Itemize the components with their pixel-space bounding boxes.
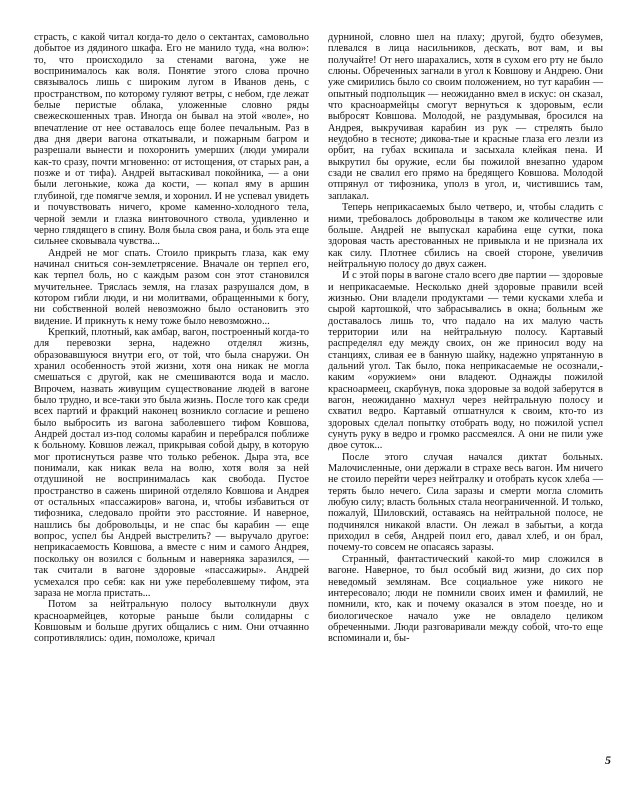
paragraph: Странный, фантастический какой-то мир сложился в вагоне. Наверное, то был особый вид жизни, до сих пор неведомый землянам. Все социальное уже никого не интересовало; люди не помнили своих имен и фамилий, не помнили, кто, как и почему оказался в этом поезде, но и биологическое начало уже не овладело целиком обреченными. Люди разговаривали между собой, что-то еще вспоминали и, бы- <box>328 553 603 645</box>
paragraph: Теперь неприкасаемых было четверо, и, чтобы сладить с ними, требовалось добровольцы в таком же количестве или больше. Андрей не выпускал карабина еще сутки, пока здоровая часть арестованных не привыкла и не признала их как силу. Плотнее сбились на своей стороне, увеличив нейтральную полосу до двух сажен. <box>328 202 603 270</box>
paragraph: Андрей не мог спать. Стоило прикрыть глаза, как ему начинал сниться сон-землетрясение. Вначале он терпел его, как терпел боль, но с каждым разом сон этот становился мучительнее. Тряслась земля, на глазах разрушался дом, в котором гибли люди, и ни молитвами, обращенными к богу, ни собственной волей невозможно было остановить это видение. И прикнуть к нему тоже было невозможно... <box>34 247 309 327</box>
page-number: 5 <box>605 753 611 767</box>
paragraph: Потом за нейтральную полосу вытолкнули двух красноармейцев, которые раньше были солидарны с Ковшовым и больше других общались с ним. Они отчаянно сопротивлялись: один, помоложе, кричал <box>34 599 309 645</box>
left-column <box>34 32 309 645</box>
paragraph: И с этой поры в вагоне стало всего две партии — здоровые и неприкасаемые. Несколько дней здоровые правили всей жизнью. Они владели продуктами — теми кусками хлеба и сырой картошкой, что забрасывались в окна; больным же доставалось лишь то, что падало на их малую часть территории или на нейтральную полосу. Картавый распределял еду между своих, он же приносил воду на станциях, сливая ее в банную шайку, надежно упрятанную в дальний угол. Так было, пока неприкасаемые не осознали,-каким «оружием» они владеют. Однажды пожилой красноармеец, скарбунув, пока здоровые за водой заберутся в вагон, неожиданно махнул через нейтральную полосу и схватил ведро. Картавый отшатнулся к своим, кто-то из здоровых сделал попытку отобрать воду, но пожилой успел сунуть руку в ведро и громко рассмеялся. А они не пили уже двое суток... <box>328 270 603 452</box>
right-column <box>328 32 603 645</box>
paragraph: После этого случая начался диктат больных. Малочисленные, они держали в страхе весь вагон. Им ничего не стоило перейти через нейтралку и отобрать кусок хлеба — терять было нечего. Сила заразы и смерти могла сломить любую силу; власть больных стала неограниченной. И только, пожалуй, Шиловский, оставаясь на нейтральной полосе, не подчинялся никакой власти. Он лежал в забытьи, а когда приходил в себя, Андрей поил его, давал хлеб, и он брал, почему-то совсем не опасаясь заразы. <box>328 451 603 554</box>
paragraph: дурниной, словно шел на плаху; другой, будто обезумев, плевался в лица насильников, дескать, вот вам, и вы получайте! От него шарахались, хотя в сухом его рту не было слюны. Обреченных загнали в угол к Ковшову и Андрею. Они уже смирились было со своим положением, но тут карабин — опытный подпольщик — неожиданно вмел в искус: он сказал, что красноармейцы смогут вернуться к здоровым, если выбросят Ковшова. Молодой, не раздумывая, бросился на Андрея, выкручивая карабин из рук — стрелять было неудобно в тесноте; дикова-тые и красные глаза его лезли из орбит, на губах вскипала и засыхала клейкая пена. И выкрутил бы оружие, если бы пожилой внезапно ударом сзади не свалил его прямо на бредящего Ковшова. Молодой отпрянул от тифозника, уполз в угол, и, чистившись там, заплакал. <box>328 32 603 202</box>
two-column-text <box>34 32 603 645</box>
paragraph: Крепкий, плотный, как амбар, вагон, построенный когда-то для перевозки зерна, надежно отделял жизнь, образовавшуюся внутри его, от той, что была снаружи. Он хранил особенность этой жизни, хотя она никак не могла смешаться с другой, как не смешиваются вода и масло. Впрочем, назвать живущим существование людей в вагоне было трудно, и все-таки это была жизнь. После того как среди всех партий и фракций наконец возникло согласие и решено было выбросить из вагона заболевшего тифом Ковшова, Андрей достал из-под соломы карабин и перебрался поближе к больному. Ковшов лежал, прикрывая собой дыру, в которую мог протиснуться разве что только ребенок. Дыра эта, все понимали, как никак вела на волю, хотя воля за ней отдушиной не воспринималась как свобода. Пустое пространство в сажень шириной отделяло Ковшова и Андрея от остальных «пассажиров» вагона, и, чтобы избавиться от тифозника, следовало пройти это расстояние. И наверное, нашлись бы добровольцы, и не спас бы карабин — еще вопрос, успел бы Андрей выстрелить? — выручало другое: неприкасаемость Ковшова, а вместе с ним и самого Андрея, поскольку он возился с больным и наверняка заразился, — так считали в вагоне здоровые «пассажиры». Андрей усмехался про себя: как ни уже переболевшему тифом, эта зараза не могла пристать... <box>34 326 309 599</box>
paragraph: страсть, с какой читал когда-то дело о сектантах, самовольно добытое из дядиного шкафа. Его не манило туда, «на волю»: то, что происходило за стенами вагона, уже не воспринималось как воля. Понятие этого слова прочно связывалось лишь с широким лугом в Иванов день, с пространством, по которому гуляют ветры, с небом, где лежат белые перистые облака, уложенные словно ряды свежескошенных трав. Иногда он бывал на этой «воле», но впечатление от нее оставалось еще более печальным. Раз в два дня двери вагона откатывали, и пожарным багром и разрешали вынести и похоронить умерших (люди умирали как-то сразу, почти мгновенно: от истощения, от старых ран, а позже и от тифа). Андрей вытаскивал покойника, — а они были легонькие, кожа да кости, — копал яму в аршин глубиной, где помягче земля, и хоронил. И не успевал увидеть и почувствовать ничего, кроме каменно-холодного тела, черной земли и глазка винтовочного ствола, удивленно и черно глядящего в спину. Воля была своя рана, и боль эта еще сильнее сковывала чувства... <box>34 32 309 248</box>
